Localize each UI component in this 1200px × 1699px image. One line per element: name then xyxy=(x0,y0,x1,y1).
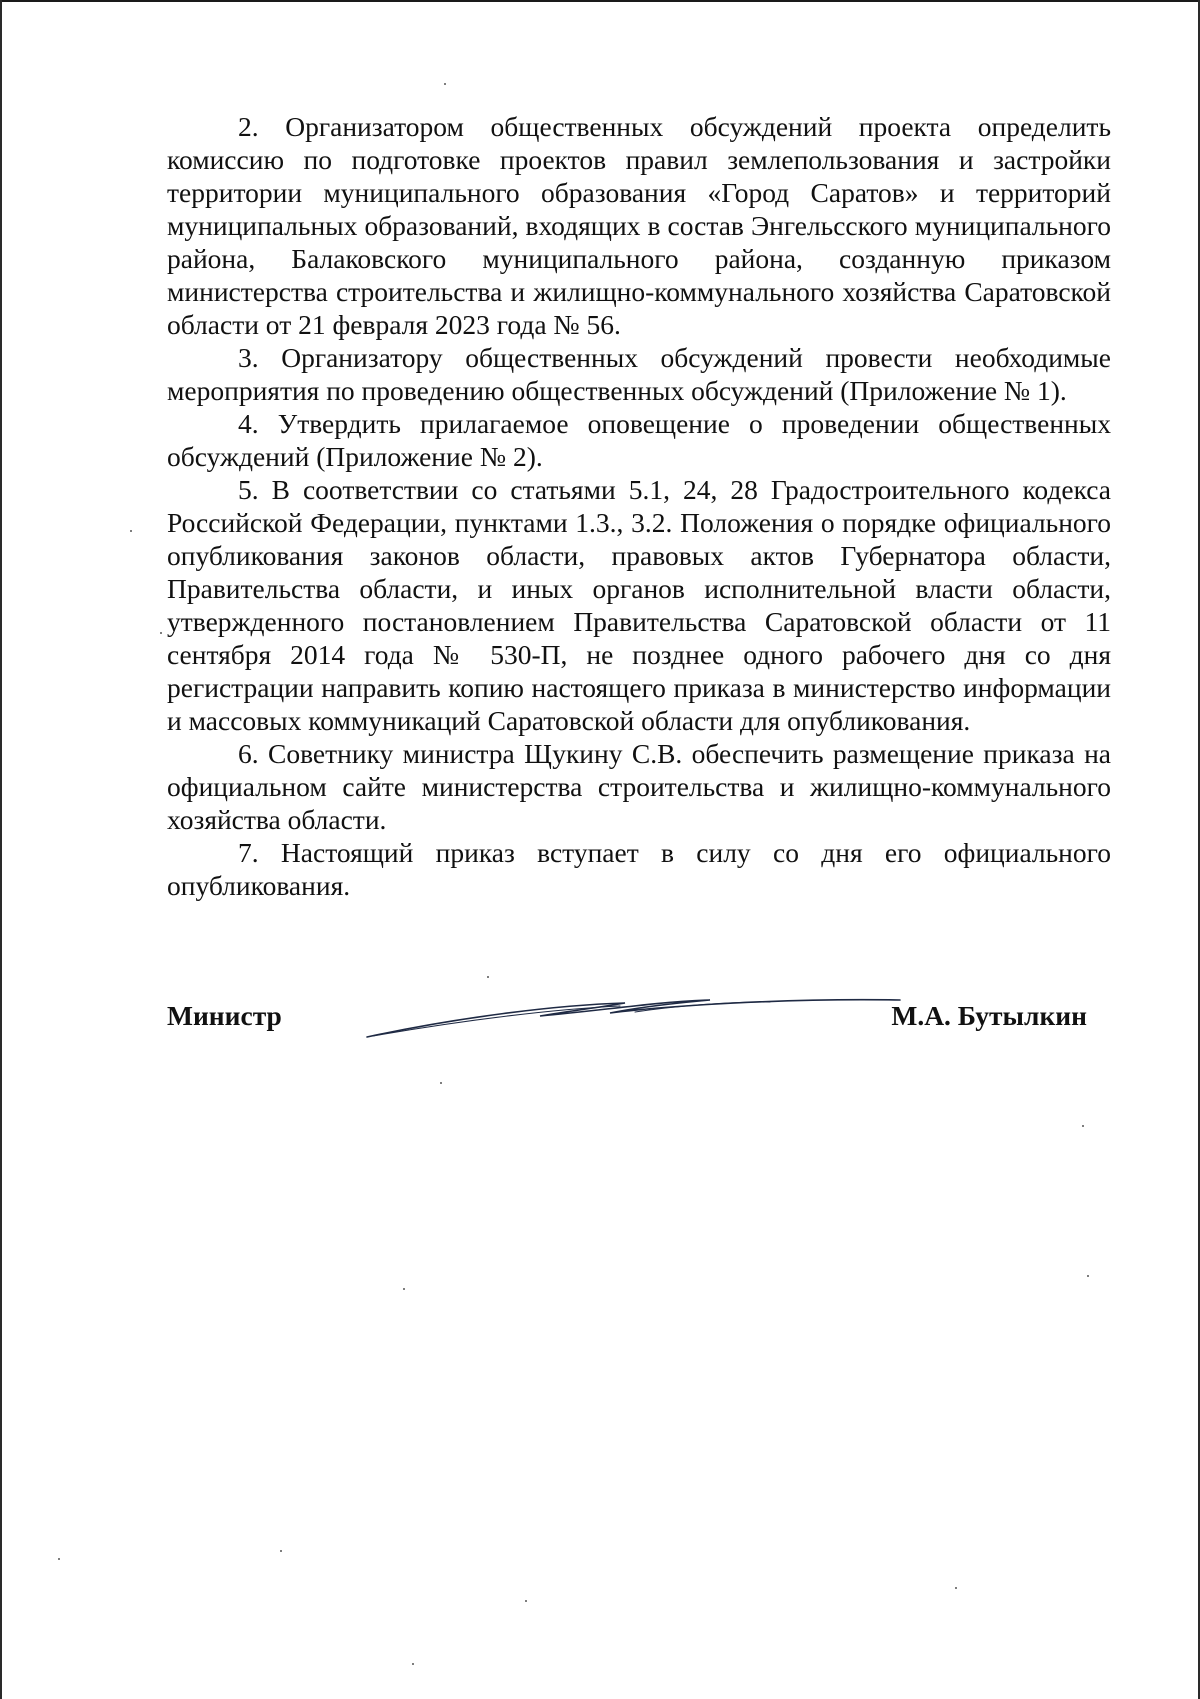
scan-speck xyxy=(130,530,132,532)
signature-block xyxy=(167,1000,1087,1060)
signatory-title: Министр xyxy=(167,1000,282,1031)
scan-speck xyxy=(1087,1275,1089,1277)
paragraph-5: 5. В соответствии со статьями 5.1, 24, 28 Градостроительного кодекса Российской Федерации, пунктами 1.3., 3.2. Положения о порядке официального опубликования законов области, правовых актов Губернатора области, Правительства области, и иных органов исполнительной власти области, утвержденного постановлением Правительства Саратовской области от 11 сентября 2014 года № 530-П, не позднее одного рабочего дня со дня регистрации направить копию настоящего приказа в министерство информации и массовых коммуникаций Саратовской области для опубликования. xyxy=(167,474,1111,736)
scan-speck xyxy=(955,1587,957,1589)
scan-speck xyxy=(487,976,489,978)
signatory-name: М.А. Бутылкин xyxy=(891,1000,1087,1031)
paragraph-3: 3. Организатору общественных обсуждений провести необходимые мероприятия по проведению общественных обсуждений (Приложение № 1). xyxy=(167,342,1111,406)
paragraph-4: 4. Утвердить прилагаемое оповещение о проведении общественных обсуждений (Приложение № 2). xyxy=(167,408,1111,472)
paragraph-6: 6. Советнику министра Щукину С.В. обеспечить размещение приказа на официальном сайте министерства строительства и жилищно-коммунального хозяйства области. xyxy=(167,738,1111,835)
paragraph-7: 7. Настоящий приказ вступает в силу со дня его официального опубликования. xyxy=(167,837,1111,901)
scan-speck xyxy=(1082,1125,1084,1127)
document-body xyxy=(167,110,1111,902)
handwritten-signature xyxy=(365,990,905,1050)
scan-speck xyxy=(160,632,162,634)
scan-speck xyxy=(280,1550,282,1552)
scan-speck xyxy=(440,1082,442,1084)
scan-speck xyxy=(58,1558,60,1560)
scan-speck xyxy=(412,1663,414,1665)
scan-speck xyxy=(403,1288,405,1290)
paragraph-2: 2. Организатором общественных обсуждений проекта определить комиссию по подготовке проектов правил землепользования и застройки территории муниципального образования «Город Саратов» и территорий муниципальных образований, входящих в состав Энгельсского муниципального района, Балаковского муниципального района, созданную приказом министерства строительства и жилищно-коммунального хозяйства Саратовской области от 21 февраля 2023 года № 56. xyxy=(167,111,1111,340)
scan-speck xyxy=(525,1600,527,1602)
scan-speck xyxy=(444,83,446,85)
scan-edge-left xyxy=(0,0,2,1699)
scan-edge-top xyxy=(0,0,1200,2)
